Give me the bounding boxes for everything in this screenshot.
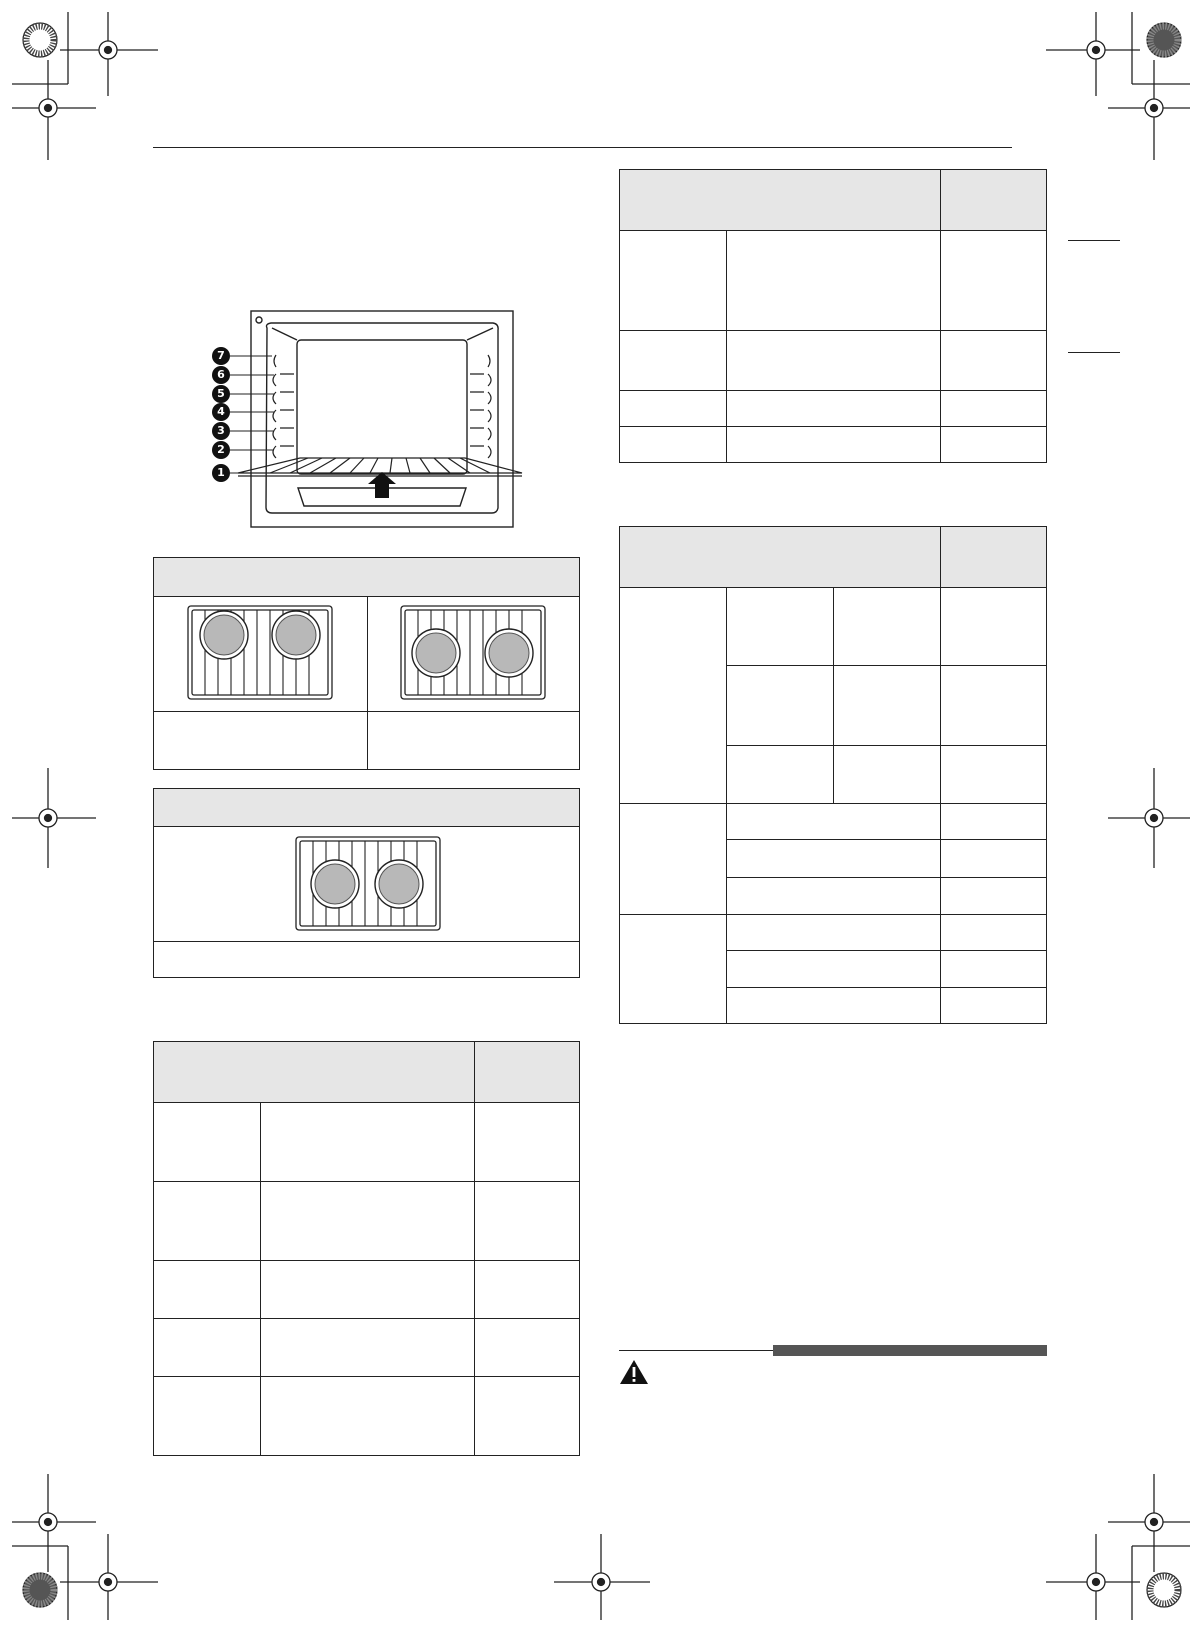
cooking-guide-table-right-bottom [619, 526, 1047, 1024]
table-header [620, 527, 1046, 587]
rack-position-4: 4 [212, 403, 230, 421]
rack-position-3: 3 [212, 422, 230, 440]
oven-rack-diagram [210, 308, 530, 533]
warning-rule [619, 1350, 773, 1351]
rack-position-5: 5 [212, 385, 230, 403]
cooking-guide-table-right-top [619, 169, 1047, 463]
table-header [154, 1042, 579, 1102]
rack-pans-diagram-right [398, 603, 548, 703]
table-header [154, 789, 579, 826]
rack-position-6: 6 [212, 366, 230, 384]
table-header [620, 170, 1046, 230]
table-header [154, 558, 579, 596]
rack-pans-diagram-left [185, 603, 335, 703]
rack-position-7: 7 [212, 347, 230, 365]
cooking-guide-table-left [153, 1041, 580, 1456]
rack-position-2: 2 [212, 441, 230, 459]
side-tab-rule-bottom [1068, 352, 1120, 353]
warning-triangle-icon [619, 1359, 649, 1385]
side-tab-rule-top [1068, 240, 1120, 241]
page-header-rule [153, 147, 1012, 148]
warning-bar [773, 1345, 1047, 1356]
rack-position-1: 1 [212, 464, 230, 482]
rack-pans-diagram-center [293, 834, 443, 934]
